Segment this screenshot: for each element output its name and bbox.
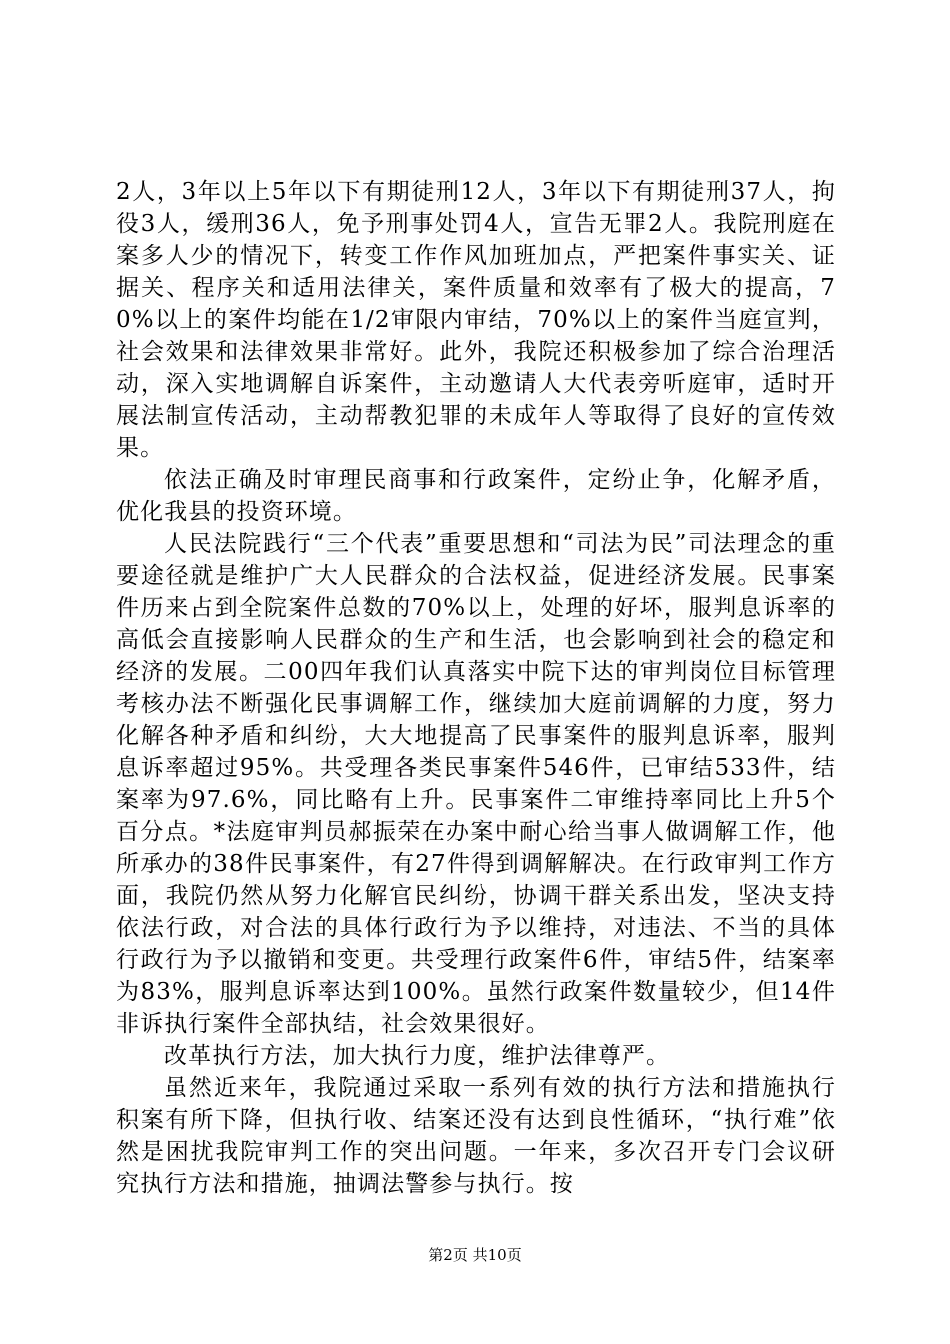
- document-body: [116, 176, 836, 1200]
- paragraph-execution-cases: 虽然近来年，我院通过采取一系列有效的执行方法和措施执行积案有所下降，但执行收、结案还没有达到良性循环，“执行难”依然是困扰我院审判工作的突出问题。一年来，多次召开专门会议研究执行方法和措施，抽调法警参与执行。按: [116, 1075, 836, 1197]
- paragraph-execution-heading: 改革执行方法，加大执行力度，维护法律尊严。: [164, 1043, 671, 1069]
- page-footer: 第2页 共10页: [428, 1246, 522, 1264]
- paragraph-criminal-trial: 2人，3年以上5年以下有期徒刑12人，3年以下有期徒刑37人，拘役3人，缓刑36人，免予刑事处罚4人，宣告无罪2人。我院刑庭在案多人少的情况下，转变工作作风加班加点，严把案件事实关、证据关、程序关和适用法律关，案件质量和效率有了极大的提高，70%以上的案件均能在1/2审限内审结，70%以上的案件当庭宣判，社会效果和法律效果非常好。此外，我院还积极参加了综合治理活动，深入实地调解自诉案件，主动邀请人大代表旁听庭审，适时开展法制宣传活动，主动帮教犯罪的未成年人等取得了良好的宣传效果。: [116, 179, 836, 461]
- paragraph-civil-cases: 人民法院践行“三个代表”重要思想和“司法为民”司法理念的重要途径就是维护广大人民群众的合法权益，促进经济发展。民事案件历来占到全院案件总数的70%以上，处理的好坏，服判息诉率的高低会直接影响人民群众的生产和生活，也会影响到社会的稳定和经济的发展。二00四年我们认真落实中院下达的审判岗位目标管理考核办法不断强化民事调解工作，继续加大庭前调解的力度，努力化解各种矛盾和纠纷，大大地提高了民事案件的服判息诉率，服判息诉率超过95%。共受理各类民事案件546件，已审结533件，结案率为97.6%，同比略有上升。民事案件二审维持率同比上升5个百分点。*法庭审判员郝振荣在办案中耐心给当事人做调解工作，他所承办的38件民事案件，有27件得到调解解决。在行政审判工作方面，我院仍然从努力化解官民纠纷，协调干群关系出发，坚决支持依法行政，对合法的具体行政行为予以维持，对违法、不当的具体行政行为予以撤销和变更。共受理行政案件6件，审结5件，结案率为83%，服判息诉率达到100%。虽然行政案件数量较少，但14件非诉执行案件全部执结，社会效果很好。: [116, 531, 836, 1037]
- paragraph-civil-heading: 依法正确及时审理民商事和行政案件，定纷止争，化解矛盾，优化我县的投资环境。: [116, 467, 836, 525]
